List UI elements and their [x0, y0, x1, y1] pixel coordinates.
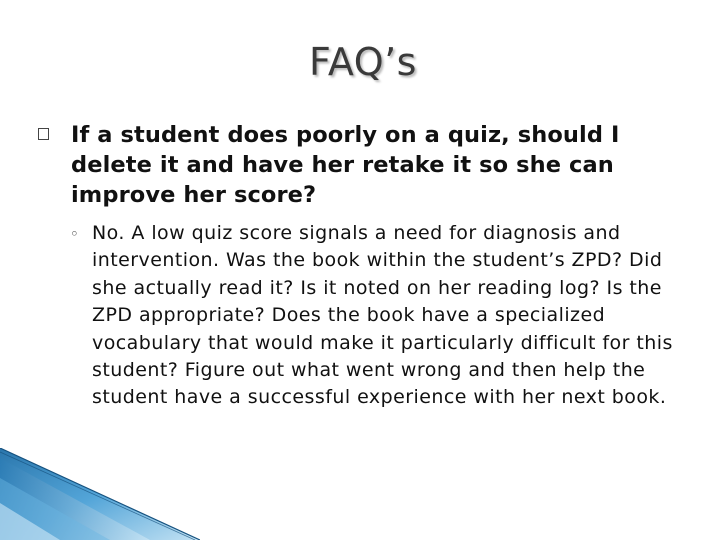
question-text: If a student does poorly on a quiz, should I delete it and have her retake it so she can improve her score? — [71, 122, 620, 208]
checkbox-bullet-icon — [36, 126, 52, 142]
bullet-item — [36, 120, 686, 210]
answer-text: No. A low quiz score signals a need for diagnosis and intervention. Was the book within the student’s ZPD? Did she actually read it? Is it noted on her reading log? Is the ZPD appropriate? Does the book have a specialized vocabulary that would make it particularly difficult for this student? Figure out what went wrong and then help the student have a successful experience with her next book. — [92, 222, 673, 409]
slide-title: FAQ’s — [309, 40, 417, 84]
corner-decoration — [0, 448, 200, 540]
circle-bullet-icon: ◦ — [70, 225, 79, 243]
sub-bullet-item — [70, 220, 680, 412]
